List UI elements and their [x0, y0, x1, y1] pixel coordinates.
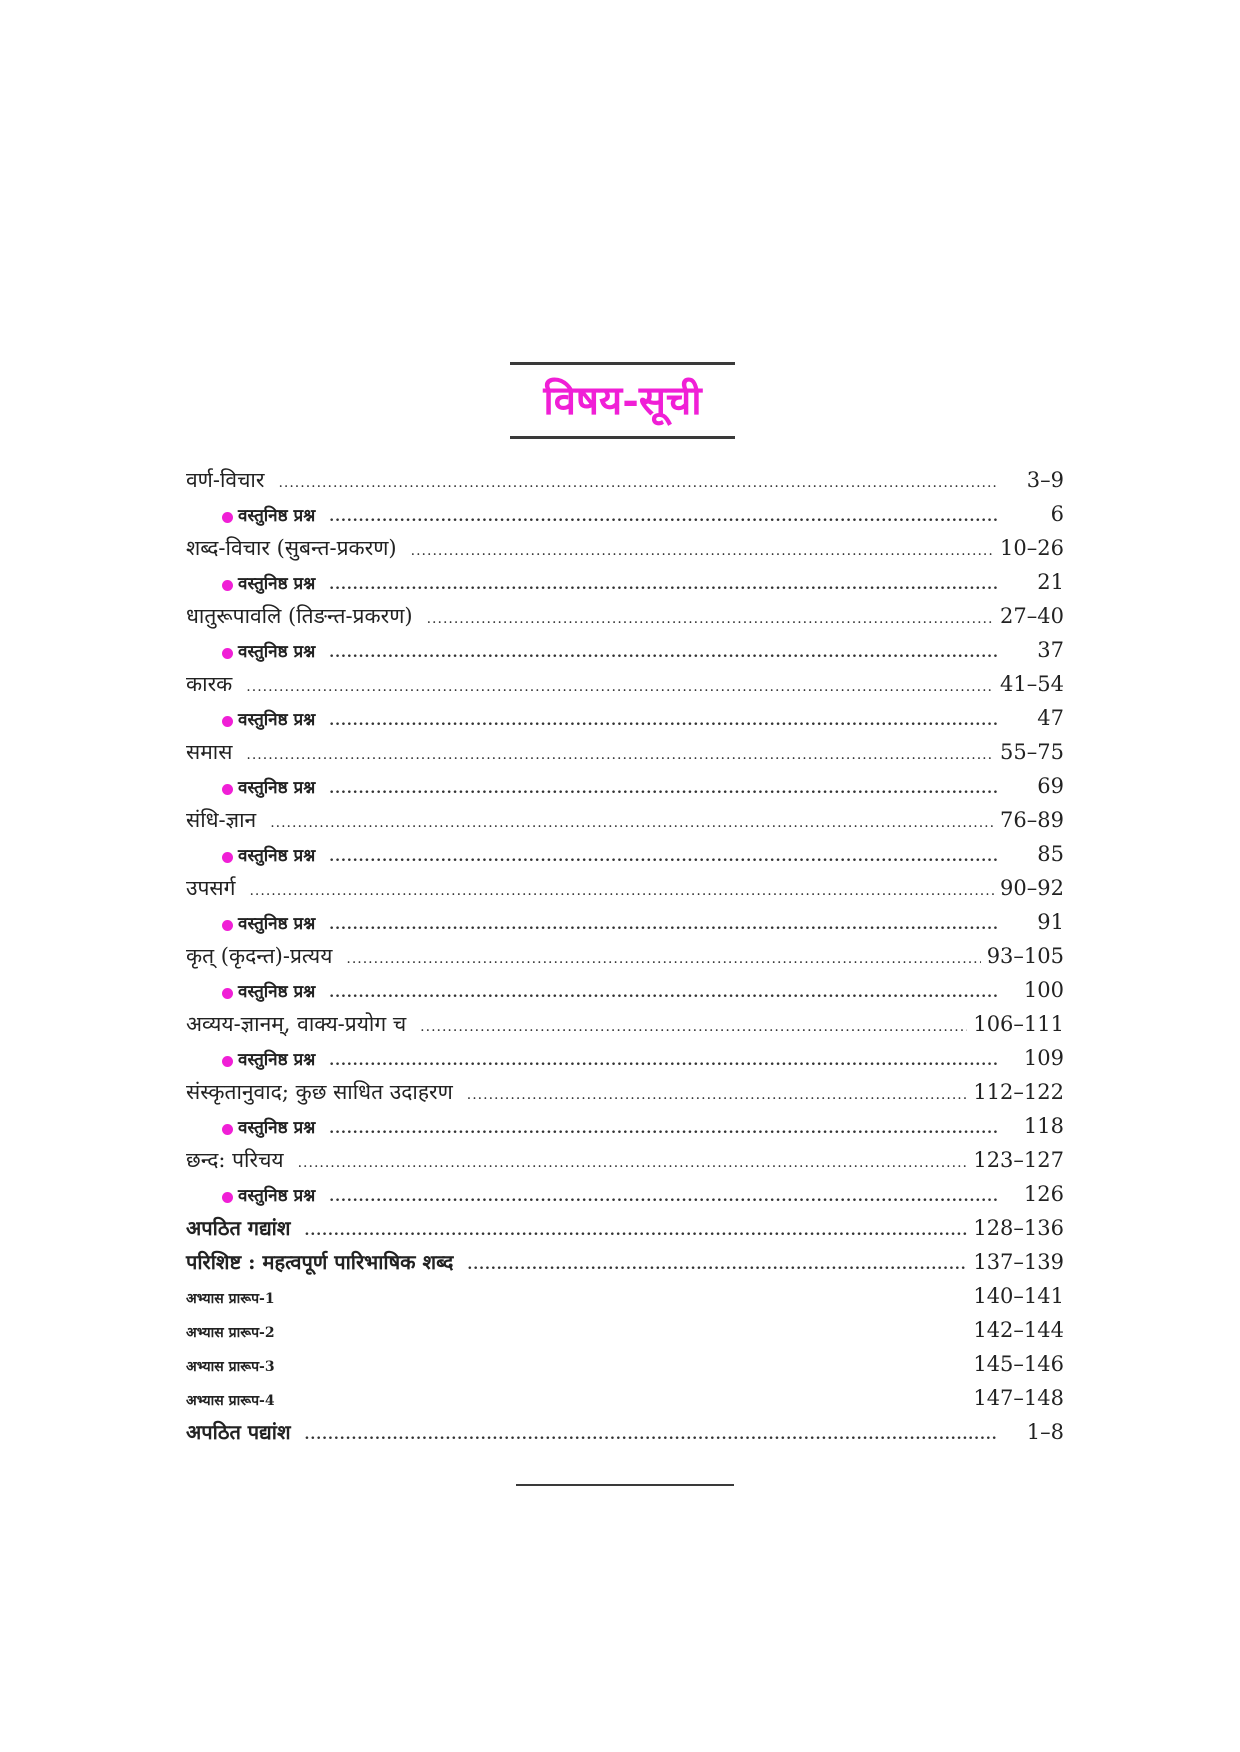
toc-page-number: 91 [1037, 910, 1064, 934]
toc-entry-label: वस्तुनिष्ठ प्रश्न [238, 1186, 316, 1206]
toc-entry-label: अभ्यास प्रारूप-3 [186, 1359, 275, 1375]
toc-entry-label-wrap [186, 531, 397, 565]
toc-entry-label-wrap [186, 463, 264, 497]
toc-page-number: 112–122 [973, 1080, 1064, 1104]
toc-entry-label: अभ्यास प्रारूप-2 [186, 1325, 275, 1341]
toc-entry-label: कारक [186, 672, 233, 696]
toc-entry-label: अपठित गद्यांश [186, 1216, 291, 1240]
toc-entry-label: परिशिष्ट : महत्वपूर्ण पारिभाषिक शब्द [186, 1250, 454, 1274]
toc-entry[interactable] [186, 531, 1064, 565]
toc-entry-label-wrap [186, 499, 315, 533]
toc-entry-label-wrap [186, 871, 235, 905]
bullet-icon [222, 852, 233, 863]
dot-leader [329, 1112, 998, 1146]
toc-entry-label: वस्तुनिष्ठ प्रश्न [238, 1118, 316, 1138]
toc-entry[interactable] [186, 1381, 1064, 1415]
toc-entry-label-wrap [186, 1211, 290, 1245]
toc-entry-label-wrap [186, 1415, 291, 1449]
toc-page-number: 85 [1037, 842, 1064, 866]
toc-entry-label: वस्तुनिष्ठ प्रश्न [238, 778, 316, 798]
toc-entry[interactable] [186, 1245, 1064, 1279]
title-bottom-rule [510, 436, 735, 439]
toc-entry-label-wrap [186, 771, 315, 805]
dot-leader [329, 908, 998, 942]
toc-entry-label-wrap [186, 1143, 284, 1177]
toc-sub-entry[interactable] [186, 905, 1064, 939]
toc-entry-label: संस्कृतानुवाद; कुछ साधित उदाहरण [186, 1080, 453, 1104]
bullet-icon [222, 988, 233, 999]
toc-entry[interactable] [186, 1075, 1064, 1109]
toc-entry-label-wrap [186, 1384, 275, 1418]
toc-entry[interactable] [186, 1211, 1064, 1245]
dot-leader [305, 1418, 998, 1452]
toc-sub-entry[interactable] [186, 701, 1064, 735]
toc-page-number: 100 [1023, 978, 1064, 1002]
title-block [510, 362, 735, 440]
toc-entry-label-wrap [186, 975, 315, 1009]
toc-entry[interactable] [186, 1279, 1064, 1313]
toc-entry-label: समास [186, 740, 233, 764]
toc-entry-label: अभ्यास प्रारूप-1 [186, 1291, 275, 1307]
dot-leader [420, 1010, 967, 1044]
toc-page-number: 69 [1037, 774, 1064, 798]
dot-leader [329, 1180, 998, 1214]
toc-page-number: 3–9 [1026, 468, 1064, 492]
toc-page-number: 128–136 [973, 1216, 1064, 1240]
toc-entry[interactable] [186, 1347, 1064, 1381]
toc-entry[interactable] [186, 1143, 1064, 1177]
dot-leader [249, 874, 994, 908]
toc-entry-label: वस्तुनिष्ठ प्रश्न [238, 574, 316, 594]
toc-entry[interactable] [186, 1007, 1064, 1041]
toc-entry-label: वस्तुनिष्ठ प्रश्न [238, 846, 316, 866]
toc-entry[interactable] [186, 803, 1064, 837]
dot-leader [427, 602, 994, 636]
dot-leader [329, 704, 998, 738]
toc-entry-label-wrap [186, 1043, 315, 1077]
toc-entry-label-wrap [186, 1282, 275, 1316]
toc-sub-entry[interactable] [186, 1177, 1064, 1211]
toc-entry-label-wrap [186, 567, 315, 601]
toc-page-number: 10–26 [1000, 536, 1064, 560]
toc-entry-label: अभ्यास प्रारूप-4 [186, 1393, 275, 1409]
toc-page-number: 41–54 [1000, 672, 1064, 696]
page-title: विषय-सूची [543, 377, 702, 424]
toc-entry-label: उपसर्ग [186, 876, 236, 900]
bullet-icon [222, 648, 233, 659]
bullet-icon [222, 716, 233, 727]
toc-entry-label-wrap [186, 667, 232, 701]
dot-leader [329, 636, 998, 670]
toc-entry-label: वस्तुनिष्ठ प्रश्न [238, 1050, 316, 1070]
toc-entry-label-wrap [186, 803, 256, 837]
bullet-icon [222, 580, 233, 591]
toc-entry-label-wrap [186, 1007, 406, 1041]
toc-entry[interactable] [186, 667, 1064, 701]
toc-entry-label: वस्तुनिष्ठ प्रश्न [238, 982, 316, 1002]
toc-entry[interactable] [186, 1415, 1064, 1449]
toc-entry-label-wrap [186, 1179, 315, 1213]
toc-sub-entry[interactable] [186, 565, 1064, 599]
toc-entry-label: वस्तुनिष्ठ प्रश्न [238, 914, 316, 934]
dot-leader [467, 1078, 968, 1112]
dot-leader [246, 738, 994, 772]
toc-entry-label-wrap [186, 1350, 275, 1384]
toc-entry-label: वस्तुनिष्ठ प्रश्न [238, 710, 316, 730]
dot-leader [467, 1248, 967, 1282]
title-top-rule [510, 362, 735, 365]
toc-page-number: 93–105 [986, 944, 1064, 968]
toc-page-number: 37 [1037, 638, 1064, 662]
toc-entry-label-wrap [186, 1075, 453, 1109]
toc-entry[interactable] [186, 599, 1064, 633]
toc-page-number: 47 [1037, 706, 1064, 730]
toc-entry-label: शब्द-विचार (सुबन्त-प्रकरण) [186, 536, 397, 560]
dot-leader [304, 1214, 967, 1248]
toc-entry[interactable] [186, 871, 1064, 905]
toc-entry-label-wrap [186, 1316, 275, 1350]
bullet-icon [222, 920, 233, 931]
toc-page-number: 126 [1023, 1182, 1064, 1206]
dot-leader [329, 1044, 998, 1078]
toc-entry-label: धातुरूपावलि (तिङन्त-प्रकरण) [186, 604, 413, 628]
bullet-icon [222, 1056, 233, 1067]
toc-entry-label: अपठित पद्यांश [186, 1420, 291, 1444]
toc-sub-entry[interactable] [186, 1109, 1064, 1143]
toc-page-number: 90–92 [1000, 876, 1064, 900]
toc-entry-label-wrap [186, 1111, 315, 1145]
toc-entry-label: छन्द: परिचय [186, 1148, 284, 1172]
toc-entry[interactable] [186, 463, 1064, 497]
toc-entry[interactable] [186, 939, 1064, 973]
toc-entry-label-wrap [186, 839, 315, 873]
toc-page-number: 123–127 [973, 1148, 1064, 1172]
toc-entry-label-wrap [186, 939, 332, 973]
toc-page-number: 118 [1023, 1114, 1064, 1138]
toc-page-number: 137–139 [973, 1250, 1064, 1274]
toc-entry-label: वस्तुनिष्ठ प्रश्न [238, 506, 316, 526]
dot-leader [329, 976, 998, 1010]
toc-sub-entry[interactable] [186, 1041, 1064, 1075]
dot-leader [270, 806, 994, 840]
toc-entry[interactable] [186, 1313, 1064, 1347]
bullet-icon [222, 512, 233, 523]
dot-leader [298, 1146, 968, 1180]
table-of-contents [186, 463, 1064, 1449]
toc-entry-label: अव्यय-ज्ञानम्, वाक्य-प्रयोग च [186, 1012, 407, 1036]
toc-entry-label: वर्ण-विचार [186, 468, 265, 492]
dot-leader [411, 534, 994, 568]
toc-page-number: 109 [1023, 1046, 1064, 1070]
toc-entry-label: कृत् (कृदन्त)-प्रत्यय [186, 944, 333, 968]
dot-leader [329, 840, 998, 874]
toc-page-number: 1–8 [1026, 1420, 1064, 1444]
toc-sub-entry[interactable] [186, 837, 1064, 871]
dot-leader [346, 942, 980, 976]
toc-sub-entry[interactable] [186, 633, 1064, 667]
toc-entry-label-wrap [186, 635, 315, 669]
toc-entry[interactable] [186, 735, 1064, 769]
toc-page-number: 6 [1050, 502, 1064, 526]
toc-sub-entry[interactable] [186, 769, 1064, 803]
toc-entry-label: संधि-ज्ञान [186, 808, 257, 832]
toc-page-number: 55–75 [1000, 740, 1064, 764]
toc-entry-label-wrap [186, 703, 315, 737]
toc-entry-label-wrap [186, 599, 413, 633]
dot-leader [278, 466, 998, 500]
dot-leader [329, 772, 998, 806]
toc-page-number: 140–141 [973, 1284, 1064, 1308]
toc-page-number: 76–89 [1000, 808, 1064, 832]
bullet-icon [222, 1124, 233, 1135]
toc-page-number: 106–111 [973, 1012, 1064, 1036]
toc-entry-label-wrap [186, 907, 315, 941]
toc-entry-label: वस्तुनिष्ठ प्रश्न [238, 642, 316, 662]
toc-page-number: 27–40 [1000, 604, 1064, 628]
bullet-icon [222, 784, 233, 795]
dot-leader [329, 568, 998, 602]
toc-page-number: 147–148 [973, 1386, 1064, 1410]
toc-page-number: 145–146 [973, 1352, 1064, 1376]
dot-leader [329, 500, 998, 534]
toc-page-number: 142–144 [973, 1318, 1064, 1342]
toc-entry-label-wrap [186, 1245, 453, 1279]
bullet-icon [222, 1192, 233, 1203]
toc-page-number: 21 [1037, 570, 1064, 594]
toc-sub-entry[interactable] [186, 973, 1064, 1007]
toc-entry-label-wrap [186, 735, 232, 769]
end-divider [516, 1484, 734, 1486]
toc-sub-entry[interactable] [186, 497, 1064, 531]
dot-leader [246, 670, 994, 704]
